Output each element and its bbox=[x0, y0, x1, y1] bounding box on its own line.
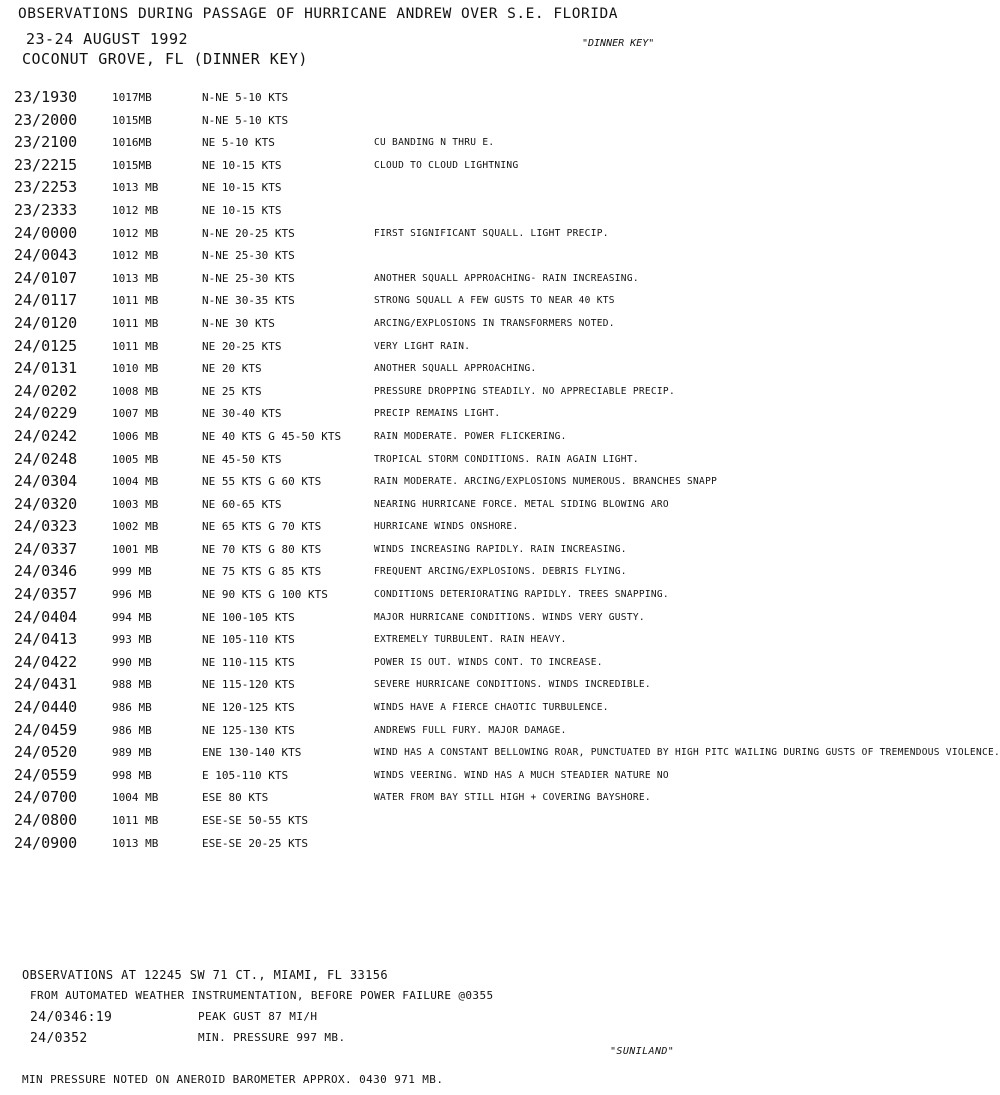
log-row bbox=[14, 834, 824, 857]
log-wind: N-NE 5-10 KTS bbox=[202, 113, 289, 127]
log-wind: N-NE 30-35 KTS bbox=[202, 294, 295, 308]
log-pressure: 988 MB bbox=[112, 678, 152, 692]
log-pressure: 998 MB bbox=[112, 768, 152, 782]
log-pressure: 1010 MB bbox=[112, 362, 159, 376]
log-row bbox=[14, 224, 824, 247]
log-wind: NE 30-40 KTS bbox=[202, 407, 282, 421]
log-time: 24/0202 bbox=[14, 381, 78, 400]
log-note: CONDITIONS DETERIORATING RAPIDLY. TREES SNAPPING. bbox=[374, 589, 669, 601]
log-pressure: 1008 MB bbox=[112, 384, 159, 398]
log-note: WIND HAS A CONSTANT BELLOWING ROAR, PUNCTUATED BY HIGH PITC WAILING DURING GUSTS OF TREMENDOUS VIOLENCE. bbox=[374, 747, 1000, 759]
log-row bbox=[14, 698, 824, 721]
observation-location: COCONUT GROVE, FL (DINNER KEY) bbox=[22, 50, 308, 68]
log-time: 24/0431 bbox=[14, 675, 78, 694]
log-pressure: 1011 MB bbox=[112, 339, 159, 353]
log-note: WATER FROM BAY STILL HIGH + COVERING BAYSHORE. bbox=[374, 792, 651, 804]
log-row bbox=[14, 382, 824, 405]
log-pressure: 1011 MB bbox=[112, 814, 159, 827]
log-time: 24/0229 bbox=[14, 404, 78, 423]
log-wind: NE 70 KTS G 80 KTS bbox=[202, 542, 322, 556]
log-row bbox=[14, 88, 824, 111]
log-time: 23/2333 bbox=[14, 200, 78, 219]
log-time: 24/0700 bbox=[14, 788, 78, 807]
log-wind: N-NE 20-25 KTS bbox=[202, 226, 295, 240]
log-time: 24/0337 bbox=[14, 539, 78, 558]
log-note: WINDS HAVE A FIERCE CHAOTIC TURBULENCE. bbox=[374, 702, 609, 714]
log-wind: ESE-SE 50-55 KTS bbox=[202, 814, 308, 827]
log-pressure: 1004 MB bbox=[112, 475, 159, 489]
log-row bbox=[14, 178, 824, 201]
log-time: 24/0125 bbox=[14, 336, 78, 355]
log-pressure: 1004 MB bbox=[112, 791, 159, 805]
log-note: SEVERE HURRICANE CONDITIONS. WINDS INCREDIBLE. bbox=[374, 679, 651, 691]
log-note: EXTREMELY TURBULENT. RAIN HEAVY. bbox=[374, 634, 567, 646]
log-note: WINDS INCREASING RAPIDLY. RAIN INCREASING. bbox=[374, 543, 627, 555]
log-row bbox=[14, 608, 824, 631]
log-pressure: 1011 MB bbox=[112, 316, 159, 330]
log-pressure: 990 MB bbox=[112, 655, 152, 669]
log-time: 24/0800 bbox=[14, 811, 78, 829]
log-row bbox=[14, 766, 824, 789]
log-wind: NE 10-15 KTS bbox=[202, 158, 282, 172]
log-pressure: 986 MB bbox=[112, 701, 152, 715]
log-time: 24/0520 bbox=[14, 743, 78, 762]
log-row bbox=[14, 246, 824, 269]
log-note: MAJOR HURRICANE CONDITIONS. WINDS VERY GUSTY. bbox=[374, 611, 645, 623]
log-wind: NE 5-10 KTS bbox=[202, 136, 275, 150]
log-time: 24/0357 bbox=[14, 585, 78, 604]
log-row bbox=[14, 743, 1000, 766]
log-time: 24/0413 bbox=[14, 630, 78, 649]
min-pressure-time: 24/0352 bbox=[30, 1031, 88, 1046]
log-time: 24/0346 bbox=[14, 562, 78, 581]
log-row bbox=[14, 630, 824, 653]
log-note: VERY LIGHT RAIN. bbox=[374, 340, 471, 352]
log-row bbox=[14, 585, 824, 608]
log-time: 24/0107 bbox=[14, 268, 78, 287]
log-wind: ENE 130-140 KTS bbox=[202, 746, 302, 760]
log-row bbox=[14, 156, 824, 179]
log-pressure: 1005 MB bbox=[112, 452, 159, 466]
log-row bbox=[14, 653, 824, 676]
log-pressure: 1002 MB bbox=[112, 520, 159, 534]
log-time: 24/0120 bbox=[14, 313, 78, 332]
log-pressure: 1015MB bbox=[112, 113, 152, 127]
footer-station-address: OBSERVATIONS AT 12245 SW 71 CT., MIAMI, FL 33156 bbox=[22, 968, 388, 982]
log-note: RAIN MODERATE. ARCING/EXPLOSIONS NUMEROUS. BRANCHES SNAPP bbox=[374, 476, 718, 488]
log-pressure: 994 MB bbox=[112, 610, 152, 624]
footer-notes bbox=[22, 966, 822, 1092]
log-time: 24/0117 bbox=[14, 291, 78, 310]
log-row bbox=[14, 404, 824, 427]
log-row bbox=[14, 359, 824, 382]
log-wind: N-NE 5-10 KTS bbox=[202, 91, 289, 104]
log-note: FIRST SIGNIFICANT SQUALL. LIGHT PRECIP. bbox=[374, 227, 609, 239]
log-wind: NE 120-125 KTS bbox=[202, 701, 295, 715]
log-pressure: 996 MB bbox=[112, 588, 152, 602]
log-row bbox=[14, 450, 824, 473]
station-tag-dinner-key: "DINNER KEY" bbox=[582, 38, 655, 49]
log-wind: NE 45-50 KTS bbox=[202, 452, 282, 466]
log-time: 23/2000 bbox=[14, 110, 78, 129]
log-wind: NE 20 KTS bbox=[202, 362, 262, 376]
observation-dates: 23-24 AUGUST 1992 bbox=[26, 30, 189, 48]
log-wind: N-NE 25-30 KTS bbox=[202, 249, 295, 263]
log-time: 24/0304 bbox=[14, 472, 78, 491]
log-note: FREQUENT ARCING/EXPLOSIONS. DEBRIS FLYING. bbox=[374, 566, 627, 578]
log-note: TROPICAL STORM CONDITIONS. RAIN AGAIN LIGHT. bbox=[374, 453, 639, 465]
log-time: 24/0422 bbox=[14, 652, 78, 671]
log-time: 24/0900 bbox=[14, 833, 78, 852]
log-wind: NE 125-130 KTS bbox=[202, 723, 295, 737]
log-pressure: 1006 MB bbox=[112, 429, 159, 443]
log-note: POWER IS OUT. WINDS CONT. TO INCREASE. bbox=[374, 656, 603, 668]
log-wind: NE 110-115 KTS bbox=[202, 655, 295, 669]
log-time: 23/1930 bbox=[14, 88, 78, 106]
log-wind: E 105-110 KTS bbox=[202, 768, 289, 782]
log-row bbox=[14, 811, 824, 834]
log-wind: NE 60-65 KTS bbox=[202, 497, 282, 511]
log-pressure: 1012 MB bbox=[112, 249, 159, 263]
log-note: HURRICANE WINDS ONSHORE. bbox=[374, 521, 519, 533]
log-row bbox=[14, 201, 824, 224]
log-note: CLOUD TO CLOUD LIGHTNING bbox=[374, 159, 519, 171]
log-note: PRECIP REMAINS LIGHT. bbox=[374, 408, 501, 420]
log-wind: NE 65 KTS G 70 KTS bbox=[202, 520, 322, 534]
log-time: 24/0000 bbox=[14, 223, 78, 242]
log-row bbox=[14, 495, 824, 518]
log-pressure: 1001 MB bbox=[112, 542, 159, 556]
min-pressure-text: MIN. PRESSURE 997 MB. bbox=[198, 1031, 346, 1044]
station-tag-suniland: "SUNILAND" bbox=[610, 1046, 675, 1057]
log-time: 24/0248 bbox=[14, 449, 78, 468]
log-wind: NE 10-15 KTS bbox=[202, 181, 282, 195]
log-time: 24/0131 bbox=[14, 359, 78, 378]
log-wind: NE 40 KTS G 45-50 KTS bbox=[202, 429, 342, 443]
log-note: CU BANDING N THRU E. bbox=[374, 137, 495, 149]
log-note: WINDS VEERING. WIND HAS A MUCH STEADIER NATURE NO bbox=[374, 769, 669, 781]
page-title: OBSERVATIONS DURING PASSAGE OF HURRICANE ANDREW OVER S.E. FLORIDA bbox=[18, 6, 618, 22]
log-row bbox=[14, 111, 824, 134]
log-time: 24/0559 bbox=[14, 765, 78, 784]
log-note: RAIN MODERATE. POWER FLICKERING. bbox=[374, 430, 567, 442]
log-wind: N-NE 30 KTS bbox=[202, 316, 275, 330]
log-time: 24/0404 bbox=[14, 607, 78, 626]
log-wind: NE 10-15 KTS bbox=[202, 203, 282, 217]
log-pressure: 1012 MB bbox=[112, 203, 159, 217]
log-wind: NE 100-105 KTS bbox=[202, 610, 295, 624]
log-wind: NE 75 KTS G 85 KTS bbox=[202, 565, 322, 579]
peak-gust-text: PEAK GUST 87 MI/H bbox=[198, 1010, 318, 1023]
log-pressure: 1013 MB bbox=[112, 181, 159, 195]
log-note: PRESSURE DROPPING STEADILY. NO APPRECIABLE PRECIP. bbox=[374, 385, 675, 397]
log-time: 24/0242 bbox=[14, 426, 78, 445]
log-wind: NE 55 KTS G 60 KTS bbox=[202, 475, 322, 489]
log-note: NEARING HURRICANE FORCE. METAL SIDING BLOWING ARO bbox=[374, 498, 669, 510]
log-pressure: 1011 MB bbox=[112, 294, 159, 308]
log-note: ANOTHER SQUALL APPROACHING. bbox=[374, 363, 537, 375]
log-row bbox=[14, 427, 824, 450]
log-time: 24/0323 bbox=[14, 517, 78, 536]
log-time: 24/0459 bbox=[14, 720, 78, 739]
log-time: 24/0320 bbox=[14, 494, 78, 513]
log-row bbox=[14, 675, 824, 698]
log-row bbox=[14, 337, 824, 360]
log-wind: NE 105-110 KTS bbox=[202, 633, 295, 647]
log-pressure: 993 MB bbox=[112, 633, 152, 647]
log-time: 23/2215 bbox=[14, 155, 78, 174]
log-wind: NE 90 KTS G 100 KTS bbox=[202, 588, 328, 602]
log-pressure: 1013 MB bbox=[112, 271, 159, 285]
log-wind: N-NE 25-30 KTS bbox=[202, 271, 295, 285]
log-pressure: 989 MB bbox=[112, 746, 152, 760]
log-pressure: 1016MB bbox=[112, 136, 152, 150]
log-pressure: 1007 MB bbox=[112, 407, 159, 421]
peak-gust-time: 24/0346:19 bbox=[30, 1010, 113, 1025]
log-pressure: 1003 MB bbox=[112, 497, 159, 511]
log-row bbox=[14, 721, 824, 744]
log-time: 24/0043 bbox=[14, 246, 78, 265]
observation-log bbox=[14, 88, 1000, 856]
log-row bbox=[14, 540, 824, 563]
log-time: 23/2253 bbox=[14, 178, 78, 197]
log-pressure: 1017MB bbox=[112, 91, 152, 104]
log-pressure: 1013 MB bbox=[112, 836, 159, 850]
log-note: STRONG SQUALL A FEW GUSTS TO NEAR 40 KTS bbox=[374, 295, 615, 307]
log-note: ANOTHER SQUALL APPROACHING- RAIN INCREASING. bbox=[374, 272, 639, 284]
log-note: ARCING/EXPLOSIONS IN TRANSFORMERS NOTED. bbox=[374, 317, 615, 329]
log-row bbox=[14, 314, 824, 337]
log-wind: NE 25 KTS bbox=[202, 384, 262, 398]
log-pressure: 1015MB bbox=[112, 158, 152, 172]
log-row bbox=[14, 133, 824, 156]
log-pressure: 999 MB bbox=[112, 565, 152, 579]
log-time: 23/2100 bbox=[14, 133, 78, 152]
log-wind: ESE 80 KTS bbox=[202, 791, 269, 805]
footer-instrument-note: FROM AUTOMATED WEATHER INSTRUMENTATION, BEFORE POWER FAILURE @0355 bbox=[30, 989, 494, 1002]
log-row bbox=[14, 291, 824, 314]
log-pressure: 986 MB bbox=[112, 723, 152, 737]
log-row bbox=[14, 472, 824, 495]
log-time: 24/0440 bbox=[14, 698, 78, 717]
log-row bbox=[14, 517, 824, 540]
aneroid-pressure-note: MIN PRESSURE NOTED ON ANEROID BAROMETER APPROX. 0430 971 MB. bbox=[22, 1073, 444, 1086]
log-row bbox=[14, 269, 824, 292]
log-row bbox=[14, 788, 824, 811]
log-wind: NE 115-120 KTS bbox=[202, 678, 295, 692]
log-pressure: 1012 MB bbox=[112, 226, 159, 240]
log-wind: NE 20-25 KTS bbox=[202, 339, 282, 353]
log-row bbox=[14, 562, 824, 585]
log-note: ANDREWS FULL FURY. MAJOR DAMAGE. bbox=[374, 724, 567, 736]
log-wind: ESE-SE 20-25 KTS bbox=[202, 836, 308, 850]
